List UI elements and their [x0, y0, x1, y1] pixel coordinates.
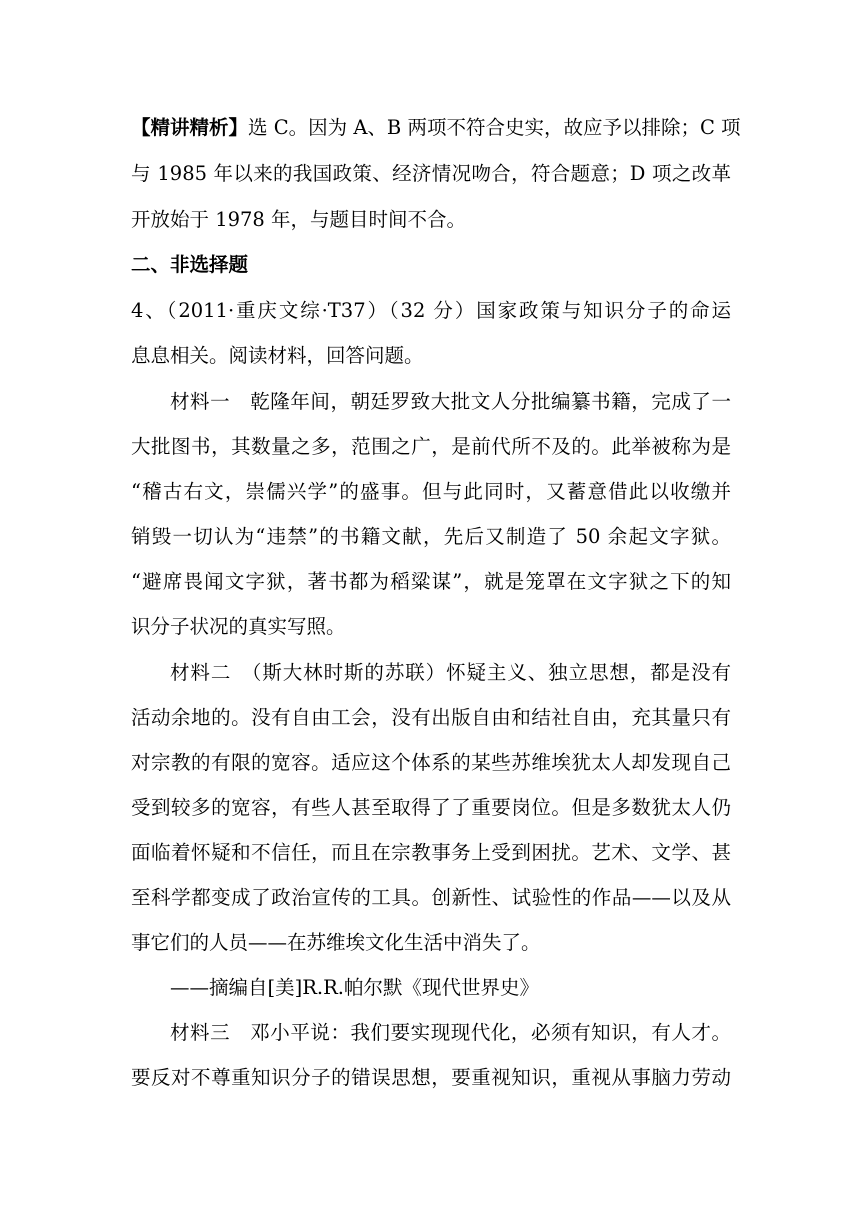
analysis-line-1 — [131, 114, 741, 142]
material2-line: 活动余地的。没有自由工会，没有出版自由和结社自由，充其量只有 — [131, 706, 731, 729]
material1-line: 销毁一切认为“违禁”的书籍文献，先后又制造了 50 余起文字狱。 — [131, 525, 731, 548]
question-line-1: 4、（2011·重庆文综·T37）（32 分）国家政策与知识分子的命运 — [131, 299, 731, 322]
section-heading: 二、非选择题 — [131, 253, 249, 276]
material2-line: 受到较多的宽容，有些人甚至取得了了重要岗位。但是多数犹太人仍 — [131, 796, 731, 819]
material1-line: “避席畏闻文字狱，著书都为稻粱谋”，就是笼罩在文字狱之下的知 — [131, 570, 731, 593]
material3-line: 要反对不尊重知识分子的错误思想，要重视知识，重视从事脑力劳动 — [131, 1066, 731, 1089]
material2-line: 对宗教的有限的宽容。适应这个体系的某些苏维埃犹太人却发现自己 — [131, 751, 731, 774]
material1-line: 识分子状况的真实写照。 — [131, 615, 346, 638]
question-line-2: 息息相关。阅读材料，回答问题。 — [131, 344, 424, 367]
material2-line: 至科学都变成了政治宣传的工具。创新性、试验性的作品——以及从 — [131, 886, 731, 909]
material3-line: 材料三 邓小平说：我们要实现现代化，必须有知识，有人才。 — [170, 1021, 731, 1044]
material2-line: 材料二 （斯大林时斯的苏联）怀疑主义、独立思想，都是没有 — [170, 661, 731, 684]
material1-line: 大批图书，其数量之多，范围之广，是前代所不及的。此举被称为是 — [131, 435, 731, 458]
material2-line: 面临着怀疑和不信任，而且在宗教事务上受到困扰。艺术、文学、甚 — [131, 841, 731, 864]
analysis-label: 【精讲精析】 — [131, 116, 249, 139]
material2-line: 事它们的人员——在苏维埃文化生活中消失了。 — [131, 931, 541, 954]
analysis-line-2: 与 1985 年以来的我国政策、经济情况吻合，符合题意；D 项之改革 — [131, 162, 731, 185]
material2-source: ——摘编自[美]R.R.帕尔默《现代世界史》 — [170, 976, 539, 999]
analysis-line-3: 开放始于 1978 年，与题目时间不合。 — [131, 208, 467, 231]
analysis-text: 选 C。因为 A、B 两项不符合史实，故应予以排除；C 项 — [248, 116, 741, 139]
material1-line: 材料一 乾隆年间，朝廷罗致大批文人分批编纂书籍，完成了一 — [170, 390, 731, 413]
material1-line: “稽古右文，崇儒兴学”的盛事。但与此同时，又蓄意借此以收缴并 — [131, 480, 731, 503]
